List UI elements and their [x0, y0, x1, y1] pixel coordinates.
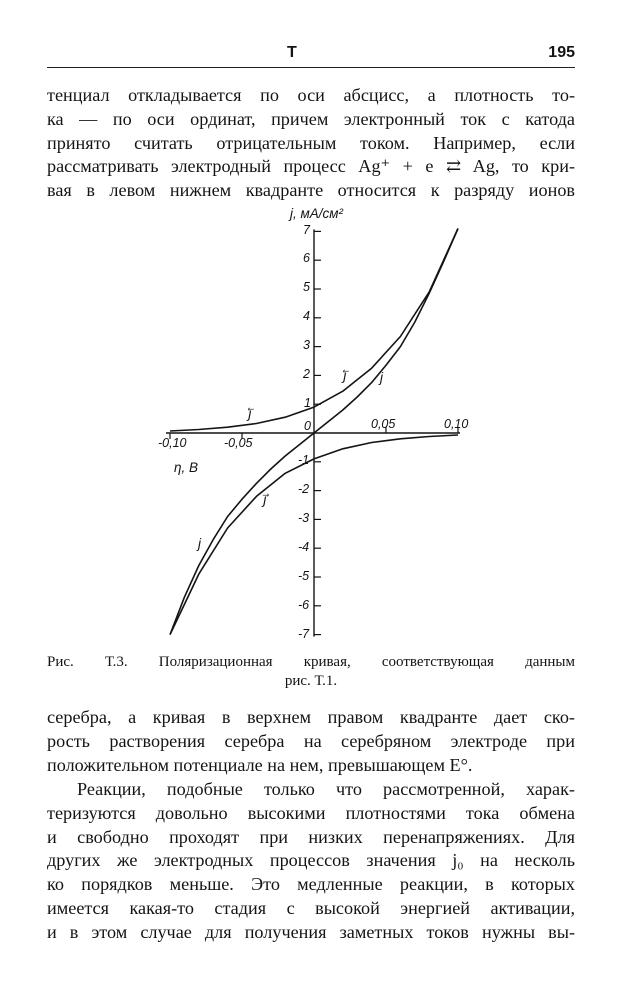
- text-line: рассматривать электродный процесс Ag⁺ + e ⇄ Ag, то кри-: [47, 156, 575, 177]
- paragraph-3: [47, 778, 575, 945]
- text-line: рость растворения серебра на серебряном электроде при: [47, 730, 575, 751]
- figure-caption: [47, 653, 575, 691]
- x-axis-label: η, В: [174, 460, 199, 475]
- text-line: Реакции, подобные только что рассмотренной, харак-: [77, 779, 575, 799]
- origin-label: 0: [304, 419, 311, 433]
- text-line: теризуются довольно высокими плотностями тока обмена: [47, 802, 575, 823]
- caption-line: Рис. Т.3. Поляризационная кривая, соответствующая данным: [47, 654, 575, 670]
- text-line: принято считать отрицательным током. Например, если: [47, 132, 575, 153]
- text-line: положительном потенциале на нем, превышающем E°.: [47, 754, 473, 775]
- y-tick-label: -4: [298, 540, 310, 554]
- chart-labels: [158, 206, 468, 641]
- y-tick-label: -7: [298, 627, 310, 641]
- header-rule: [47, 67, 575, 68]
- polarization-figure: [140, 200, 480, 650]
- text-line: и в этом случае для получения заметных токов нужны вы-: [47, 921, 575, 942]
- y-tick-label: 5: [303, 280, 310, 294]
- caption-line: рис. Т.1.: [284, 673, 338, 689]
- curve-label-cathodic: j⃗: [263, 492, 267, 507]
- y-tick-label: 4: [303, 309, 310, 323]
- text-line: серебра, а кривая в верхнем правом квадранте дает ско-: [47, 707, 575, 727]
- y-tick-label: -3: [298, 511, 310, 525]
- text-line: имеется какая-то стадия с высокой энергией активации,: [47, 897, 575, 918]
- y-tick-label: 2: [303, 367, 310, 381]
- text-line: вая в левом нижнем квадранте относится к разряду ионов: [47, 180, 575, 201]
- y-tick-label: 1: [304, 396, 311, 410]
- x-tick-label: -0,05: [224, 436, 253, 450]
- y-tick-label: 3: [303, 338, 310, 352]
- text-line: ко порядков меньше. Это медленные реакции, в которых: [47, 874, 575, 895]
- page-header: [47, 40, 575, 68]
- text-line: тенциал откладывается по оси абсцисс, а плотность то-: [47, 85, 575, 105]
- x-tick-label: 0,05: [371, 417, 396, 431]
- y-axis-label: j, мА/см²: [290, 206, 344, 221]
- y-tick-label: 7: [303, 223, 310, 237]
- y-tick-label: -2: [298, 482, 310, 496]
- paragraph-2: [47, 706, 575, 777]
- curve-label-j: j: [198, 536, 201, 551]
- polarization-chart: [140, 200, 480, 650]
- paragraph-1: [47, 84, 575, 203]
- section-letter: Т: [287, 44, 297, 61]
- text-line: ка — по оси ординат, причем электронный ток с катода: [47, 108, 575, 129]
- x-tick-label: 0,10: [444, 417, 469, 431]
- text-line: других же электродных процессов значения j₀ на несколь: [47, 850, 575, 871]
- curve-label-j: j: [380, 370, 383, 385]
- y-tick-label: 6: [303, 251, 310, 265]
- y-tick-label: -1: [298, 453, 310, 467]
- text-line: и свободно проходят при низких перенапряжениях. Для: [47, 826, 575, 847]
- y-tick-label: -5: [298, 569, 310, 583]
- x-tick-label: -0,10: [158, 436, 187, 450]
- curve-label-anodic: j⃖: [343, 368, 347, 383]
- curve-label-anodic: j⃖: [248, 406, 252, 421]
- page-number: 195: [548, 44, 575, 61]
- y-tick-label: -6: [298, 598, 310, 612]
